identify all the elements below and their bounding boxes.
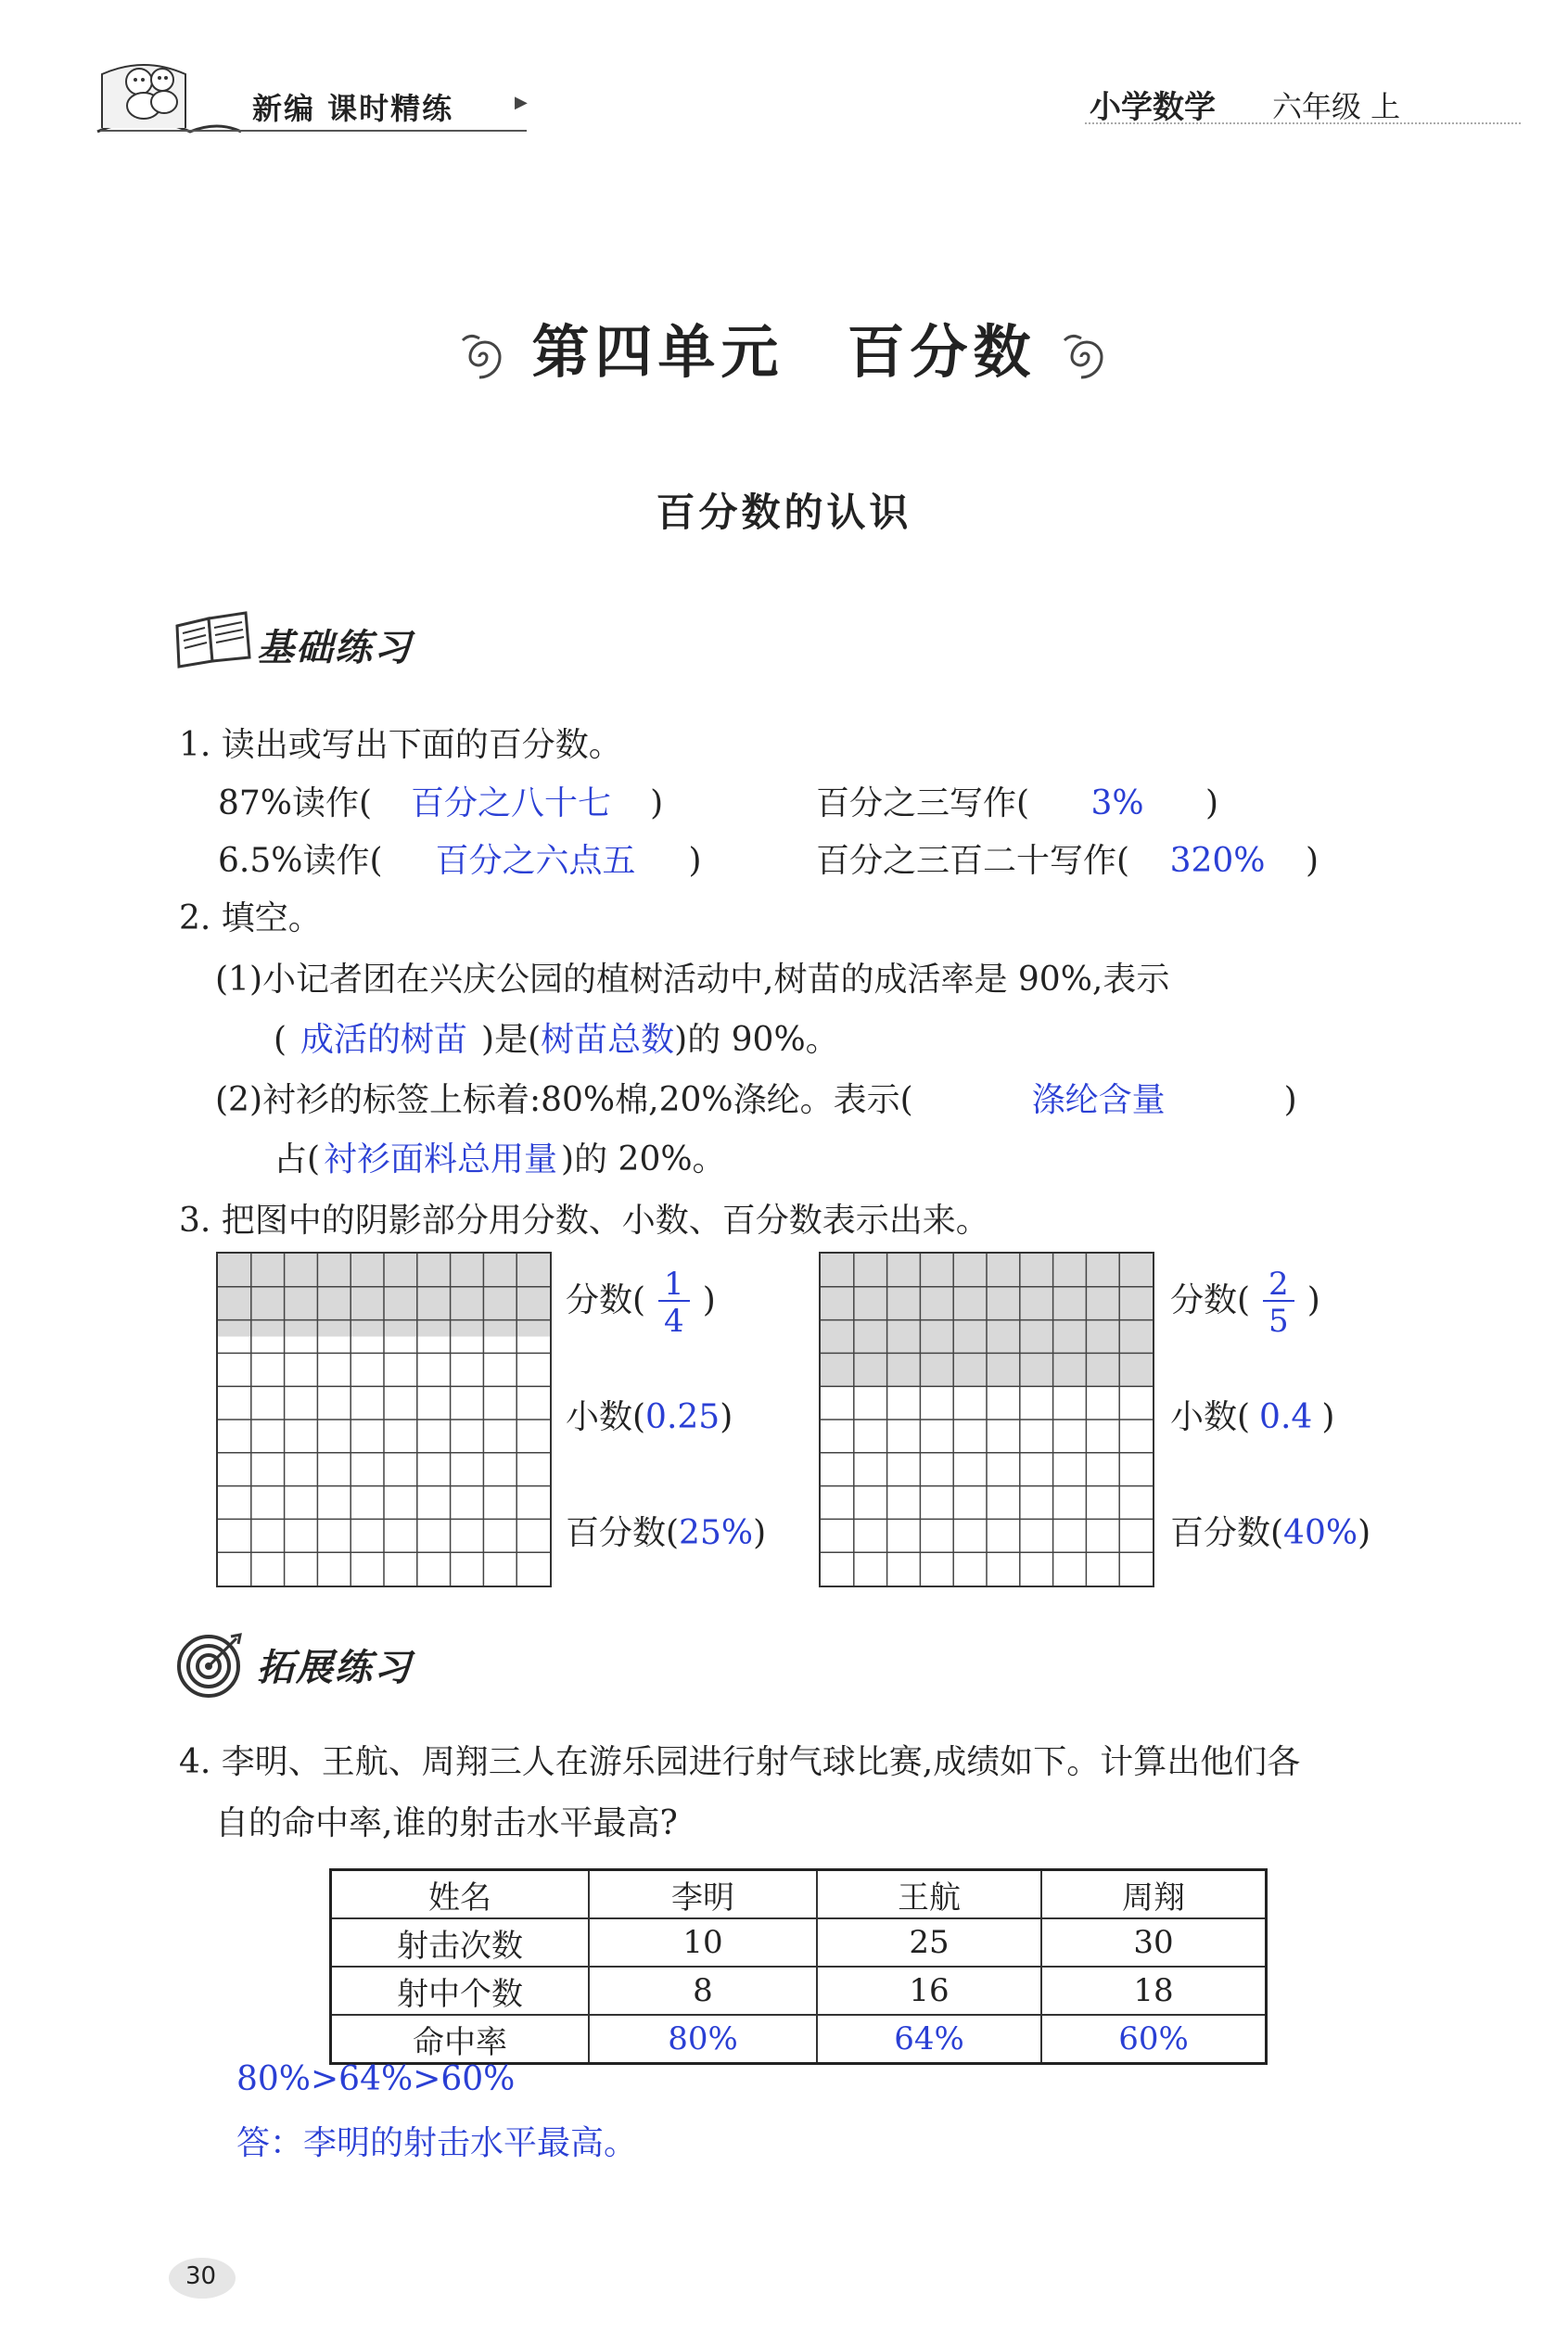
- q2-p2-answer1: 涤纶含量: [1031, 1081, 1166, 1119]
- q3-right-fraction: 分数( $\frac{2}{5}$ ): [1170, 1266, 1320, 1340]
- table-cell-answer: 80%: [589, 2015, 817, 2064]
- unit-title: [0, 306, 1568, 388]
- q2-p1-answer2: 树苗总数: [541, 1021, 675, 1059]
- q1-c-answer: 百分之六点五: [435, 842, 636, 880]
- fraction-left: $\frac{1}{4}$: [658, 1268, 690, 1337]
- table-cell: 16: [817, 1967, 1041, 2015]
- table-cell: 30: [1041, 1918, 1267, 1967]
- header-logo-icon: [88, 46, 246, 139]
- shaded-grid-right: [819, 1252, 1154, 1587]
- table-header: 周翔: [1041, 1870, 1267, 1919]
- q2-stem: 2. 填空。: [179, 899, 322, 937]
- q4-stem-line2: 自的命中率,谁的射击水平最高?: [215, 1804, 678, 1842]
- table-cell: 8: [589, 1967, 817, 2015]
- q3-right-decimal: 小数( 0.4 ): [1170, 1398, 1335, 1436]
- table-header: 王航: [817, 1870, 1041, 1919]
- q4-comparison: 80%>64%>60%: [236, 2060, 516, 2098]
- q1-stem: 1. 读出或写出下面的百分数。: [179, 726, 622, 764]
- q1-a: 87%读作( 百分之八十七 ): [218, 777, 663, 824]
- header-dotted-rule: [1085, 122, 1521, 124]
- q4-answer: 答：李明的射击水平最高。: [236, 2124, 638, 2162]
- q1-b: 百分之三写作( 3% ): [816, 784, 1219, 822]
- q3-left-percent: 百分数(25%): [566, 1514, 767, 1552]
- table-row: [331, 2015, 1267, 2064]
- section-basic-label: 基础练习: [257, 627, 413, 669]
- table-cell: 10: [589, 1918, 817, 1967]
- q3-right-percent: 百分数(40%): [1170, 1514, 1371, 1552]
- header-rule: [100, 130, 527, 132]
- q1-a-answer: 百分之八十七: [411, 784, 612, 822]
- table-cell-answer: 64%: [817, 2015, 1041, 2064]
- q2-p1-line2: ( 成活的树苗 )是(树苗总数)的 90%。: [274, 1013, 839, 1061]
- section-basic-header: [172, 607, 524, 681]
- open-book-icon: [172, 607, 255, 672]
- q2-p2-line1: (2)衬衫的标签上标着:80%棉,20%涤纶。表示( 涤纶含量 ): [215, 1074, 1297, 1121]
- play-arrow-icon: ▶: [515, 93, 528, 112]
- table-header: 姓名: [331, 1870, 590, 1919]
- q2-p2-line2: 占( 衬衫面料总用量 )的 20%。: [274, 1133, 726, 1180]
- q3-stem: 3. 把图中的阴影部分用分数、小数、百分数表示出来。: [179, 1202, 989, 1240]
- table-cell: 射击次数: [331, 1918, 590, 1967]
- table-header: 李明: [589, 1870, 817, 1919]
- q2-p2-answer2: 衬衫面料总用量: [324, 1140, 558, 1178]
- table-row: [331, 1918, 1267, 1967]
- section-extend-header: [172, 1627, 524, 1701]
- subject-label: 小学数学: [1090, 89, 1216, 126]
- q1-b-answer: 3%: [1090, 784, 1144, 822]
- table-cell-answer: 60%: [1041, 2015, 1267, 2064]
- q1-d: 百分之三百二十写作( 320% ): [816, 842, 1319, 880]
- lesson-title: 百分数的认识: [656, 490, 912, 535]
- page-number: 30: [185, 2262, 217, 2290]
- swirl-ornament-icon: [1057, 329, 1113, 385]
- q2-p1-answer1: 成活的树苗: [300, 1021, 468, 1059]
- q4-stem-line1: 4. 李明、王航、周翔三人在游乐园进行射气球比赛,成绩如下。计算出他们各: [179, 1743, 1301, 1781]
- score-table: [329, 1868, 1268, 2065]
- target-icon: [172, 1627, 255, 1701]
- table-cell: 射中个数: [331, 1967, 590, 2015]
- table-row: [331, 1967, 1267, 2015]
- q1-d-answer: 320%: [1169, 842, 1266, 880]
- table-cell: 命中率: [331, 2015, 590, 2064]
- section-extend-label: 拓展练习: [257, 1647, 413, 1689]
- q2-p1-line1: (1)小记者团在兴庆公园的植树活动中,树苗的成活率是 90%,表示: [215, 961, 1170, 999]
- q3-left-decimal: 小数(0.25): [566, 1398, 733, 1436]
- table-cell: 18: [1041, 1967, 1267, 2015]
- unit-title-text: 第四单元 百分数: [531, 318, 1037, 386]
- swirl-ornament-icon: [455, 329, 511, 385]
- table-header-row: [331, 1870, 1267, 1919]
- series-title: 新编 课时精练: [252, 91, 454, 126]
- q3-left-fraction: 分数( $\frac{1}{4}$ ): [566, 1266, 716, 1340]
- grade-label: 六年级 上: [1272, 89, 1401, 124]
- fraction-right: $\frac{2}{5}$: [1263, 1268, 1294, 1337]
- q1-c: 6.5%读作( 百分之六点五 ): [218, 834, 702, 882]
- shaded-grid-left: [216, 1252, 552, 1587]
- table-cell: 25: [817, 1918, 1041, 1967]
